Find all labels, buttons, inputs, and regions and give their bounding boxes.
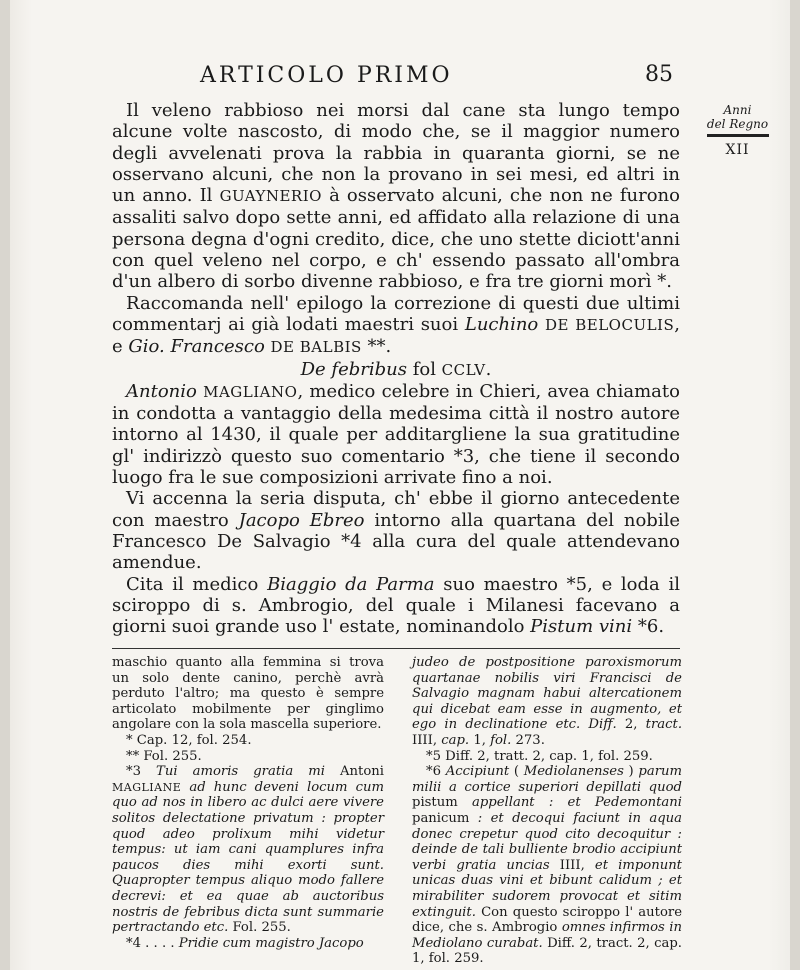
footnote-4-continuation (412, 655, 682, 749)
text-run: , e (112, 313, 680, 358)
footnote-5: *5 Diff. 2, tratt. 2, cap. 1, fol. 259. (426, 748, 653, 764)
text-run: *6. (632, 616, 665, 638)
italic-run: Jacopo Ebreo (238, 509, 365, 531)
text-run: 273. (511, 732, 545, 748)
footnote-1: * Cap. 12, fol. 254. (126, 732, 252, 748)
footnotes-left-column (112, 655, 384, 951)
text-run: **. (361, 336, 392, 358)
text-run: . (485, 358, 492, 380)
footnotes-right-column (412, 655, 682, 967)
text-run: fol (406, 358, 442, 380)
section-title: De febribus (300, 358, 407, 380)
text-run: IIII, (549, 857, 595, 873)
paragraph-4 (112, 488, 680, 573)
text-run: à osservato alcuni, che non ne furono assaliti salvo dopo sette anni, ed affidato alla relazione di una persona degna d'ogni credito, dice, che uno stette diciott'anni con quel veleno nel corpo, e ch' essendo passato all'ombra d'un albero di sorbo divenne rabbioso, e fra tre giorni morì *. (112, 185, 680, 293)
text-run: pistum (412, 795, 472, 811)
text-run: *6 (426, 764, 446, 780)
margin-note-line1: Anni (723, 103, 752, 117)
small-caps-run: MAGLIANE (112, 780, 182, 794)
footnote-rule (112, 648, 680, 649)
italic-run: appellant : et Pedemontani (471, 795, 683, 811)
text-run: intorno alla quartana del nobile Francesco De Salvagio *4 alla cura del quale attendevano amendue. (112, 509, 680, 574)
paragraph-2 (112, 293, 680, 359)
text-run: Con questo sciroppo l' autore dice, che s. Ambrogio (412, 904, 682, 936)
text-run: 2, (616, 717, 646, 733)
italic-run: et imponunt unicas duas vini et bibunt calidum ; et mirabiliter sudorem provocat et sitim extinguit. (412, 857, 682, 920)
text-run: 1, (469, 732, 491, 748)
running-title: ARTICOLO PRIMO (200, 63, 453, 88)
italic-run: Antonio (126, 380, 197, 402)
author-name: GUAYNERIO (219, 187, 322, 206)
page-right-edge (790, 0, 800, 970)
paragraph-5 (112, 574, 680, 638)
text-run: Antoni (324, 764, 384, 780)
italic-run: parum milii a cortice superiori depillati quod (412, 764, 683, 795)
paragraph-1 (112, 100, 680, 293)
small-caps-run: MAGLIANO (203, 382, 298, 401)
footnote-3 (112, 764, 384, 936)
page-number: 85 (645, 62, 673, 87)
italic-run: omnes infirmos in Mediolano curabat. (412, 920, 682, 951)
main-text (112, 100, 680, 637)
italic-run: Biaggio da Parma (267, 573, 435, 595)
margin-rule (707, 134, 769, 137)
text-run: Il veleno rabbioso nei morsi dal cane sta lungo tempo alcune volte nascosto, di modo che, se il maggior numero degli avvelenati prova la rabbia in quaranta giorni, se ne osservano alcuni, che non la provano in sei mesi, ed altri in un anno. Il (112, 100, 680, 207)
italic-run: Pridie cum magistro Jacopo (178, 935, 364, 951)
italic-run: cap. (441, 732, 470, 748)
margin-note-line2: del Regno (706, 117, 769, 131)
italic-run: Luchino (464, 313, 539, 335)
text-run: panicum (412, 810, 478, 826)
small-caps-run: DE BALBIS (270, 338, 362, 357)
paragraph-3 (112, 381, 680, 488)
italic-run: judeo de postpositione paroxismorum quartanae nobilis viri Francisci de Salvagio magnam habui altercationem qui dicebat eam esse in augmento, et ego in declinatione etc. Diff. (412, 655, 682, 733)
small-caps-run: DE BELOCULIS (545, 315, 675, 334)
footnote-6 (412, 764, 682, 967)
italic-run: Gio. Francesco (128, 336, 265, 358)
footnote-2: ** Fol. 255. (126, 748, 202, 764)
text-run: suo maestro *5, e loda il sciroppo di s. Ambrogio, del quale i Milanesi facevano a giorni suoi grande uso l' estate, nominandolo (112, 573, 680, 638)
text-run: , medico celebre in Chieri, avea chiamato in condotta a vantaggio della medesima città il nostro autore intorno al 1430, il quale per additargliene la sua gratitudine gl' indirizzò questo suo comentario *3, che tiene il secondo luogo fra le sue composizioni arrivate fino a noi. (112, 380, 680, 489)
text-run: ( (509, 764, 524, 780)
margin-year: XII (725, 142, 750, 158)
text-run: ) (623, 764, 639, 780)
section-heading (112, 359, 680, 381)
folio-number: CCLV (441, 360, 486, 379)
italic-run: : et decoqui faciunt in aqua donec crepetur quod cito decoquitur : deinde de tali bulliente brodio accipiunt verbi gratia uncias (412, 810, 683, 873)
text-run: Vi accenna la seria disputa, ch' ebbe il giorno antecedente con maestro (112, 488, 680, 531)
text-run: IIII, (412, 732, 442, 748)
italic-run: Tui amoris gratia mi (156, 764, 325, 780)
text-run: Cita il medico (126, 573, 268, 595)
italic-run: Mediolanenses (523, 764, 624, 780)
text-run: *3 (126, 764, 157, 780)
text-run: Diff. 2, tract. 2, cap. 1, fol. 259. (412, 935, 682, 967)
italic-run: Pistum vini (530, 616, 633, 638)
text-run: *4 . . . . (126, 935, 179, 951)
italic-run: ad hunc deveni locum cum quo ad nos in libero ac dulci aere vivere solitos delectatione privatum : propter quod adeo prolixum mihi videtur tempus: ut iam cani quamplures infra paucos dies mihi exorti sunt. Quapropter tempus aliquo modo fallere decrevi: et ea quae ab auctoribus nostris de febribus dicta sunt summarie pertractando etc. (112, 779, 384, 936)
footnote-continuation: maschio quanto alla femmina si trova un solo dente canino, perchè avrà perduto l'altro; ma questo è sempre articolato mobilmente per ginglimo angolare con la sola mascella superiore. (112, 655, 384, 733)
page-left-edge (0, 0, 10, 970)
footnote-4 (112, 936, 384, 952)
italic-run: Accipiunt (445, 764, 510, 780)
italic-run: fol. (490, 732, 512, 748)
margin-note (690, 103, 785, 157)
text-run: Fol. 255. (228, 920, 291, 936)
text-run: Raccomanda nell' epilogo la correzione di questi due ultimi commentarj ai già lodati maestri suoi (112, 292, 680, 335)
italic-run: tract. (645, 717, 683, 733)
